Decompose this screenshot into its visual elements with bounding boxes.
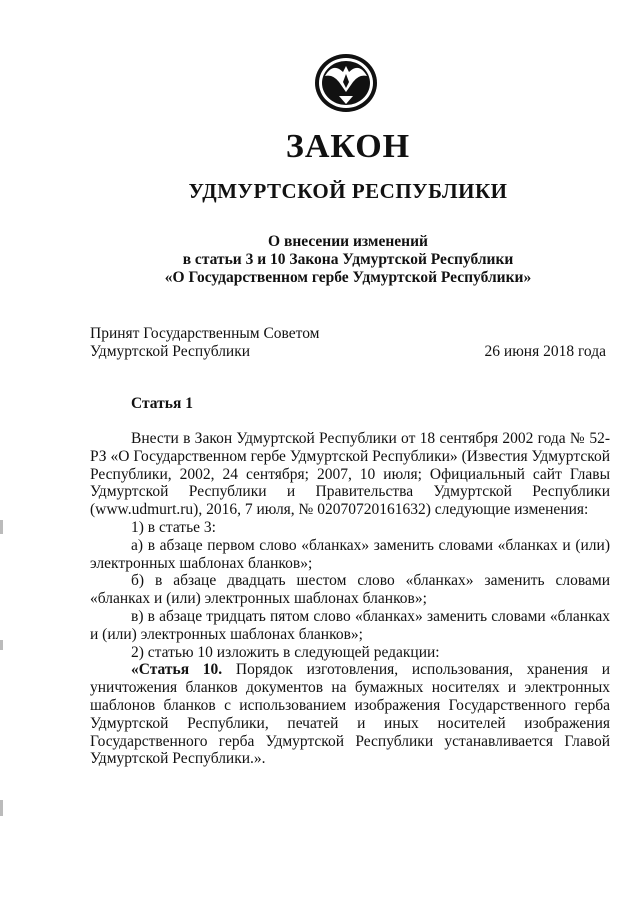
article-item: 2) статью 10 изложить в следующей редакции: [131, 643, 440, 661]
adoption-line: Принят Государственным Советом [90, 325, 320, 342]
law-subject [28, 233, 640, 287]
article-subitem: а) в абзаце первом слово «бланках» заменить словами «бланках и (или) электронных шаблонах бланков»; [90, 536, 610, 572]
subject-line: «О Государственном гербе Удмуртской Республики» [164, 269, 532, 286]
article-quote [90, 661, 610, 768]
subject-line: в статьи 3 и 10 Закона Удмуртской Республики [182, 251, 514, 268]
scan-artifact [0, 640, 3, 650]
document-title: ЗАКОН [285, 128, 411, 165]
article-body [90, 430, 610, 768]
quote-text: Порядок изготовления, использования, хранения и уничтожения бланков документов на бумажных носителях и электронных шаблонов бланков с использованием изображения Государственного герба Удмуртской Республики, печатей и иных носителей изображения Государственного герба Удмуртской Республики устанавливается Главой Удмуртской Республики.». [90, 661, 610, 768]
document-subtitle: УДМУРТСКОЙ РЕСПУБЛИКИ [188, 179, 508, 203]
quote-heading: «Статья 10. [131, 661, 223, 679]
scan-artifact [0, 800, 3, 816]
article-intro: Внести в Закон Удмуртской Республики от 18 сентября 2002 года № 52-РЗ «О Государственном гербе Удмуртской Республики» (Известия Удмуртской Республики, 2002, 24 сентября; 2007, 10 июля; Официальный сайт Главы Удмуртской Республики и Правительства Удмуртской Республики (www.udmurt.ru), 2016, 7 июля, № 02070720161632) следующие изменения: [90, 430, 610, 519]
adoption-date: 26 июня 2018 года [484, 343, 606, 360]
article-item: 1) в статье 3: [131, 518, 216, 536]
subject-line: О внесении изменений [268, 233, 428, 250]
article-subitem: в) в абзаце тридцать пятом слово «бланках» заменить словами «бланках и (или) электронных шаблонах бланков»; [90, 607, 610, 643]
adoption-statement [90, 325, 320, 361]
article-subitem: б) в абзаце двадцать шестом слово «бланках» заменить словами «бланках и (или) электронных шаблонах бланков»; [90, 572, 610, 608]
adoption-line: Удмуртской Республики [90, 343, 251, 360]
article-heading: Статья 1 [131, 395, 193, 412]
coat-of-arms-emblem [313, 52, 379, 114]
scan-artifact [0, 520, 3, 534]
